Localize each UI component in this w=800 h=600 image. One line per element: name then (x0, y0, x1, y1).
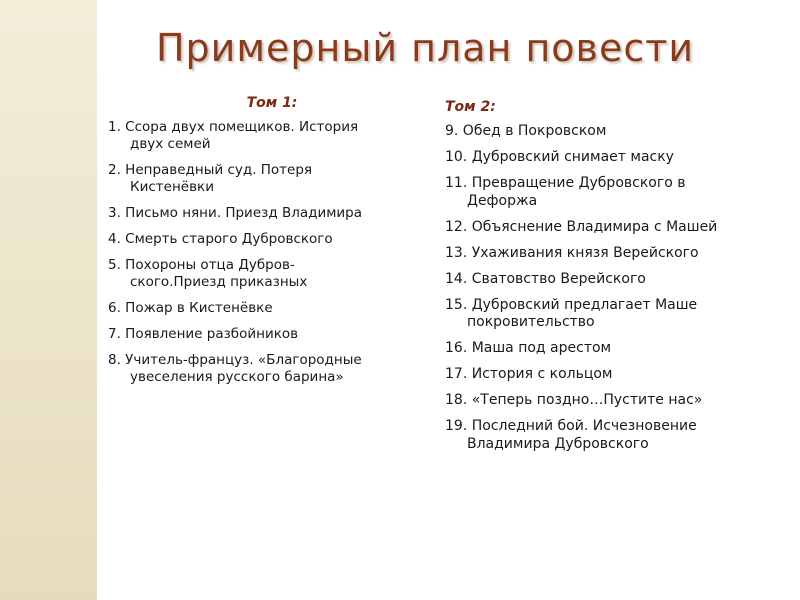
plan-item-2: 2. Неправедный суд. Потеря Кистенёвки (108, 162, 313, 195)
plan-item-3: 3. Письмо няни. Приезд Владимира (108, 205, 363, 221)
plan-item-5: 5. Похороны отца Дубров- ского.Приезд приказных (108, 257, 308, 290)
slide-title: Примерный план повести (155, 26, 695, 70)
decorative-left-band (0, 0, 97, 600)
plan-item-16: 16. Маша под арестом (445, 340, 612, 356)
plan-item-4: 4. Смерть старого Дубровского (108, 231, 333, 247)
plan-item-7: 7. Появление разбойников (108, 326, 299, 342)
volume-1-list (108, 119, 436, 386)
plan-item-9: 9. Обед в Покровском (445, 123, 607, 139)
volume-2-heading: Том 2: (445, 99, 496, 115)
plan-item-1: 1. Ссора двух помещиков. История двух семей (108, 119, 359, 152)
plan-item-17: 17. История с кольцом (445, 366, 613, 382)
plan-item-12: 12. Объяснение Владимира с Машей (445, 218, 718, 235)
volume-2-column (445, 98, 775, 462)
plan-item-8: 8. Учитель-француз. «Благородные увеселения русского барина» (108, 352, 362, 385)
plan-item-6: 6. Пожар в Кистенёвке (108, 300, 273, 316)
plan-item-13: 13. Ухаживания князя Верейского (445, 244, 699, 261)
plan-item-10: 10. Дубровский снимает маску (445, 149, 674, 165)
volume-1-heading: Том 1: (246, 95, 298, 111)
plan-item-15: 15. Дубровский предлагает Маше покровительство (445, 296, 698, 330)
plan-item-19: 19. Последний бой. Исчезновение Владимира Дубровского (445, 418, 697, 452)
plan-item-11: 11. Превращение Дубровского в Дефоржа (445, 175, 686, 209)
plan-item-14: 14. Сватовство Верейского (445, 270, 646, 287)
plan-item-18: 18. «Теперь поздно…Пустите нас» (445, 392, 703, 408)
volume-2-list (445, 123, 775, 453)
volume-1-column (108, 94, 436, 395)
